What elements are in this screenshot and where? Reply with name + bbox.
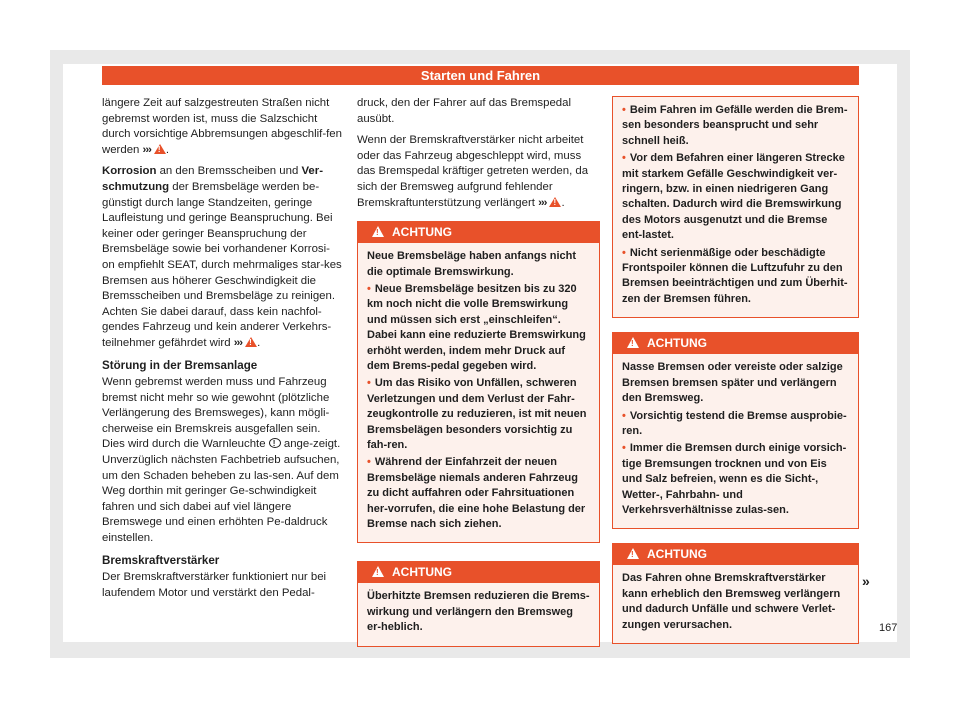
warning-reference[interactable]: ›››!: [143, 144, 166, 156]
warning-reference[interactable]: ›››!: [234, 337, 257, 349]
warning-triangle-icon: [154, 144, 166, 154]
warning-box-continued: [612, 96, 859, 318]
heading-brake-booster: Bremskraftverstärker: [102, 553, 220, 567]
warning-intro: Neue Bremsbeläge haben anfangs nicht die optimale Bremswirkung.: [367, 250, 577, 278]
warning-triangle-icon: [372, 566, 384, 577]
warning-bullet: • Während der Einfahrzeit der neuen Bremsbeläge niemals anderen Fahrzeug zu dicht auffahren oder Fahrsituationen her-vorrufen, die eine hohe Belastung der Bremse nach sich ziehen.: [367, 456, 586, 531]
paragraph-pedal-pressure: druck, den der Fahrer auf das Bremspedal ausübt.: [357, 97, 572, 125]
paragraph-booster-off: Wenn der Bremskraftverstärker nicht arbeitet oder das Fahrzeug abgeschleppt wird, muss das Bremspedal kräftiger getreten werden, da sich der Bremsweg aufgrund fehlender Bremskraftunterstützung verlängert ›››! .: [357, 133, 600, 211]
warning-triangle-icon: [245, 337, 257, 347]
warning-box-new-pads: [357, 221, 600, 543]
warning-text: Überhitzte Bremsen reduzieren die Brems-wirkung und verlängern den Bremsweg er-heblich.: [367, 590, 590, 634]
column-right: [612, 96, 859, 658]
warning-box-body: [613, 565, 858, 643]
paragraph-corrosion: Korrosion an den Bremsscheiben und Ver-schmutzung der Bremsbeläge werden be-günstigt durch lange Standzeiten, geringe Laufleistung und geringe Beanspruchung. Bei keiner oder geringer Beanspruchung der Bremsbeläge sowie bei vorhandener Korrosi-on empfiehlt SEAT, durch mehrmaliges star-kes Bremsen aus höherer Geschwindigkeit die Bremsscheiben und Bremsbeläge zu reinigen. Achten Sie dabei darauf, dass kein nachfol-gendes Fahrzeug und kein anderer Verkehrs-teilnehmer gefährdet wird ›››! .: [102, 164, 342, 351]
warning-box-body: [613, 354, 858, 528]
warning-triangle-icon: [627, 337, 639, 348]
column-left: [102, 96, 342, 607]
warning-bullet: • Immer die Bremsen durch einige vorsich-tige Bremsungen trocknen und von Eis und Salz befreien, wenn es die Sicht-, Wetter-, Fahrbahn- und Verkehrsverhältnisse zulas-sen.: [622, 442, 847, 516]
heading-brake-fault: Störung in der Bremsanlage: [102, 358, 258, 372]
warning-box-wet-brakes: [612, 332, 859, 529]
warning-box-header: !ACHTUNG: [358, 222, 599, 243]
warning-triangle-icon: [549, 197, 561, 207]
warning-bullet: • Vorsichtig testend die Bremse ausprobie-ren.: [622, 409, 847, 437]
warning-bullet: • Neue Bremsbeläge besitzen bis zu 320 km noch nicht die volle Bremswirkung und müssen sich erst „einschleifen“. Dabei kann eine reduzierte Bremswirkung erhöht werden, indem mehr Druck auf dem Brems-pedal gegeben wird.: [367, 282, 586, 372]
warning-box-body: [613, 97, 858, 317]
paragraph-salt: längere Zeit auf salzgestreuten Straßen nicht gebremst worden ist, muss die Salzschicht durch vorsichtige Abbremsungen abgeschlif-fen werden ›››! .: [102, 96, 342, 158]
warning-bullet: • Um das Risiko von Unfällen, schweren Verletzungen und dem Verlust der Fahr-zeugkontrolle zu reduzieren, ist mit neuen Bremsbelägen besonders vorsichtig zu fah-ren.: [367, 377, 587, 452]
paragraph-brake-fault: Wenn gebremst werden muss und Fahrzeug bremst nicht mehr so wie gewohnt (plötzliche Verlängerung des Bremsweges), kann mögli-cherweise ein Bremskreis ausgefallen sein. Dies wird durch die Warnleuchte ! ange-zeigt. Unverzüglich nächsten Fachbetrieb aufsuchen, um den Schaden beheben zu las-sen. Auf dem Weg dorthin mit geringer Ge-schwindigkeit fahren und sich dabei auf viel längere Bremswege und einen erhöhten Pe-daldruck einstellen.: [102, 375, 342, 547]
warning-box-overheated: [357, 561, 600, 646]
warning-box-header: !ACHTUNG: [613, 333, 858, 354]
section-header: Starten und Fahren: [102, 66, 859, 85]
warning-intro: Nasse Bremsen oder vereiste oder salzige Bremsen bremsen später und verlängern den Bremsweg.: [622, 361, 843, 405]
warning-text: Das Fahren ohne Bremskraftverstärker kann erheblich den Bremsweg verlängern und dadurch Unfälle und schwere Verlet-zungen verursachen.: [622, 572, 841, 631]
warning-box-header: !ACHTUNG: [358, 562, 599, 583]
warning-box-header: !ACHTUNG: [613, 544, 858, 565]
warning-triangle-icon: [372, 226, 384, 237]
warning-bullet: • Vor dem Befahren einer längeren Strecke mit starkem Gefälle Geschwindigkeit ver-ringern, bzw. in einen niedrigeren Gang schalten. Dadurch wird die Bremswirkung des Motors ausgenutzt und die Bremse ent-lastet.: [622, 152, 845, 242]
warning-reference[interactable]: ›››!: [538, 197, 561, 209]
paragraph-brake-booster: Der Bremskraftverstärker funktioniert nur bei laufendem Motor und verstärkt den Pedal-: [102, 571, 327, 599]
page-number: 167: [879, 622, 898, 634]
warning-bullet: • Nicht serienmäßige oder beschädigte Frontspoiler können die Luftzufuhr zu den Bremsen beeinträchtigen und zum Überhit-zen der Bremsen führen.: [622, 246, 848, 305]
warning-box-no-booster: [612, 543, 859, 644]
column-middle: [357, 96, 600, 661]
warning-bullet: • Beim Fahren im Gefälle werden die Brem-sen besonders beansprucht und sehr schnell heiß.: [622, 104, 848, 147]
warning-box-body: [358, 243, 599, 542]
brake-warning-lamp-icon: [269, 438, 281, 448]
warning-triangle-icon: [627, 548, 639, 559]
warning-box-body: [358, 583, 599, 645]
continue-arrow-icon: »: [862, 573, 870, 589]
